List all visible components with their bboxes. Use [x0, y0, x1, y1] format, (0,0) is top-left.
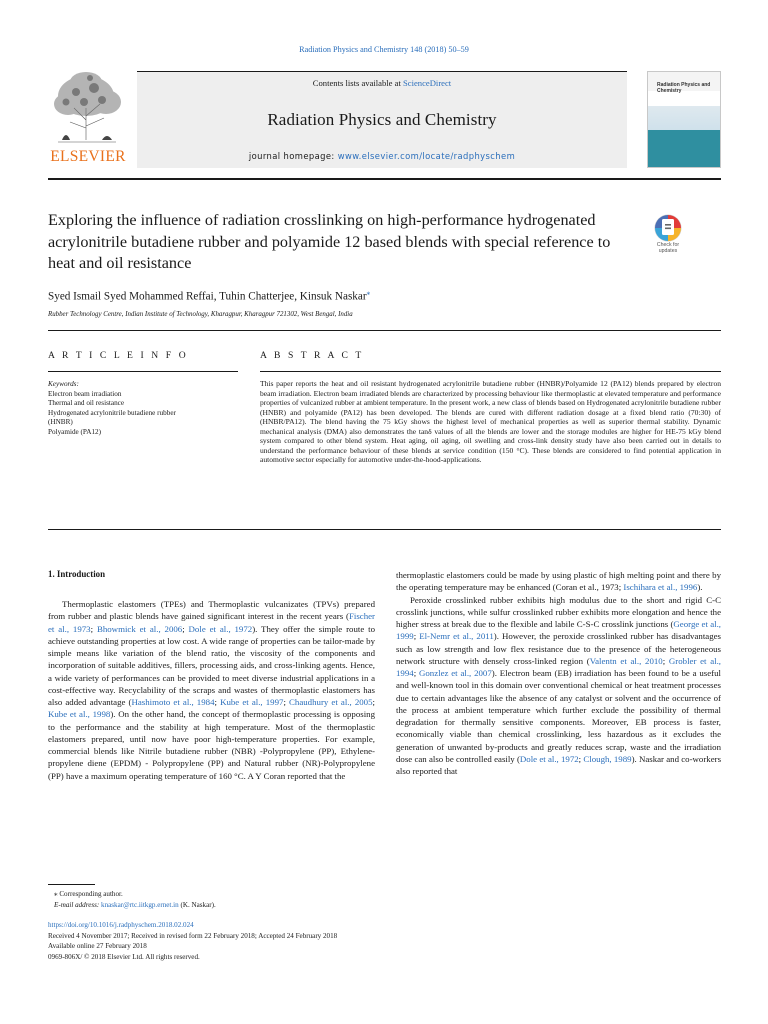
- contents-prefix: Contents lists available at: [312, 78, 403, 88]
- abstract-heading: A B S T R A C T: [260, 350, 364, 361]
- paragraph-text: ;: [90, 623, 97, 634]
- paragraph-text: ). However, the peroxide crosslinked rubber has disadvantages such as low strength and low flex resistance due to the presence of the heterogeneous network structure with densely cross-linked region (: [396, 631, 721, 666]
- keyword-item: Hydrogenated acrylonitrile butadiene rubber: [48, 408, 176, 417]
- keyword-item: Electron beam irradiation: [48, 389, 122, 398]
- introduction-left-column: [48, 598, 375, 782]
- sciencedirect-link[interactable]: ScienceDirect: [403, 78, 452, 88]
- corresponding-author-mark[interactable]: ⁎: [366, 289, 371, 297]
- keyword-item: Polyamide (PA12): [48, 427, 102, 436]
- article-info-rule: [48, 371, 238, 372]
- author-list: [48, 289, 668, 303]
- citation-link[interactable]: Dole et al., 1972: [519, 753, 579, 764]
- affiliation: Rubber Technology Centre, Indian Institute of Technology, Kharagpur, Kharagpur 721302, West Bengal, India: [48, 311, 353, 318]
- keyword-item: (HNBR): [48, 418, 73, 427]
- authors-text: Syed Ismail Syed Mohammed Reffai, Tuhin Chatterjee, Kinsuk Naskar: [48, 290, 367, 303]
- paragraph-text: ). They offer the simple route to achieve outstanding properties at low cost. A wide range of properties can be tailor-made by simple means like variation of the blend ratio, the viscosity of the components and incorporation of suitable additives, fillers, processing aids, and cross-linking agents. Hence, a wide variety of performances can be provided to meet diverse industrial applications in a cost-effective way. Recyclability of the scraps and wastes of thermoplastic elastomers has also added advantage (: [48, 623, 376, 707]
- cover-footer-band: [648, 130, 720, 167]
- author-email-link[interactable]: knaskar@rtc.iitkgp.ernet.in: [101, 900, 179, 909]
- footnote-rule: [48, 884, 95, 885]
- journal-homepage: [137, 151, 627, 161]
- email-line: [48, 900, 448, 911]
- paragraph-text: ). On the other hand, the concept of thermoplastic processing is opposing to the performance and the stability at high temperature. Most of the thermoplastic elastomers prepared, until now have poor high-temperature properties. For example, commercial blends like Nitrile butadiene rubber (NBR) -Polypropylene (PP), Ethylene-propylene diene (EPDM) - Polypropylene (PP) and Natural rubber (NR)-Polypropylene (PP) have a maximum operating temperature of 160 °C. A Y Coran reported that the: [48, 709, 375, 781]
- intro-paragraph: [396, 594, 721, 778]
- citation-link[interactable]: Bhowmick et al., 2006: [96, 623, 183, 634]
- abstract-bottom-rule: [48, 529, 721, 530]
- contents-line: [137, 78, 627, 88]
- paragraph-text: ;: [662, 655, 669, 666]
- introduction-right-column: [396, 569, 721, 777]
- introduction-heading: 1. Introduction: [48, 569, 106, 579]
- citation-link[interactable]: El-Nemr et al., 2011: [419, 631, 494, 642]
- abstract-rule: [260, 371, 721, 372]
- paragraph-text: Thermoplastic elastomers (TPEs) and Thermoplastic vulcanizates (TPVs) prepared from rubber and plastic blends have gained significant interest in the recent years (: [48, 599, 375, 622]
- doi-link[interactable]: https://doi.org/10.1016/j.radphyschem.2018.02.024: [48, 921, 194, 929]
- paragraph-text: ). Naskar and co-workers also reported that: [396, 753, 722, 776]
- abstract-text: This paper reports the heat and oil resistant hydrogenated acrylonitrile butadiene rubber (HNBR)/Polyamide 12 (PA12) blends prepared by electron beam irradiation. Electron beam irradiated blends are characterized by processing behaviour like thermoplastic at elevated temperature and performance properties of vulcanized rubber at ambient temperature. In the present work, a new class of blends based on Hydrogenated acrylonitrile butadiene rubber (HNBR) and polyamide (PA12) has been developed. The blends are cured with different radiation dosage at a fixed blend ratio (70:30) of (HNBR/PA12). The blend having the 75 kGy shows the highest level of mechanical properties as well as superior thermal stability. Dynamic mechanical analysis (DMA) also demonstrates the tanδ values of all the blends are lower and the storage modules are higher for HE-75 kGy blend system compared to other blend system. Heat aging, oil aging, oil swelling and cross-link density study have also been carried out in details to understand the performance behaviour of these blends at service condition (150 °C). These blends are considered to find potential application in automotive sector especially for automotive under-the-hood-applications.: [260, 379, 721, 465]
- keyword-item: Thermal and oil resistance: [48, 399, 125, 408]
- citation-link[interactable]: Dole et al., 1972: [188, 623, 253, 634]
- paragraph-text: ).: [697, 582, 703, 593]
- received-dates: Received 4 November 2017; Received in revised form 22 February 2018; Accepted 24 February 2018: [48, 931, 338, 940]
- publication-info: [48, 920, 548, 962]
- paragraph-text: ;: [413, 668, 419, 678]
- journal-cover-thumbnail[interactable]: [647, 71, 721, 168]
- crossmark-label: Check for updates: [656, 242, 680, 254]
- keywords-block: [48, 380, 238, 438]
- email-label: E-mail address:: [54, 900, 102, 909]
- footnotes: [48, 889, 448, 910]
- paragraph-text: ;: [372, 697, 375, 707]
- citation-link[interactable]: Chaudhury et al., 2005: [289, 697, 373, 707]
- article-info-heading: A R T I C L E I N F O: [48, 350, 189, 361]
- paragraph-text: thermoplastic elastomers could be made by using plastic of high melting point and there by the operating temperature may be enhanced (Coran et al., 1973;: [396, 570, 721, 593]
- paragraph-text: ;: [182, 623, 189, 634]
- email-suffix: (K. Naskar).: [178, 900, 216, 909]
- citation-link[interactable]: Hashimoto et al., 1984: [131, 697, 215, 707]
- citation-link[interactable]: George et al., 1999: [396, 619, 721, 642]
- journal-reference[interactable]: Radiation Physics and Chemistry 148 (2018) 50–59: [299, 45, 469, 54]
- keywords-label: Keywords:: [48, 380, 79, 388]
- article-title: Exploring the influence of radiation crosslinking on high-performance hydrogenated acrylonitrile butadiene rubber and polyamide 12 based blends with special reference to heat and oil resistance: [48, 211, 611, 273]
- citation-link[interactable]: Clough, 1989: [583, 753, 632, 764]
- citation-link[interactable]: Kube et al., 1997: [220, 697, 284, 707]
- check-for-updates-badge[interactable]: [648, 211, 688, 261]
- intro-paragraph: [48, 598, 375, 782]
- citation-link[interactable]: Grobler et al., 1994: [396, 655, 721, 678]
- paragraph-text: ;: [578, 753, 584, 764]
- online-date: Available online 27 February 2018: [48, 942, 147, 951]
- citation-link[interactable]: Ischihara et al., 1996: [623, 582, 698, 593]
- citation-link[interactable]: Valentn et al., 2010: [589, 655, 663, 666]
- homepage-prefix: journal homepage:: [248, 151, 338, 161]
- homepage-link[interactable]: www.elsevier.com/locate/radphyschem: [337, 151, 516, 161]
- copyright: 0969-806X/ © 2018 Elsevier Ltd. All rights reserved.: [48, 952, 200, 961]
- header-rule: [48, 178, 721, 180]
- paragraph-text: ). Electron beam (EB) irradiation has been found to be a useful and well-known tool in this domain over conventional chemical or heat treatment processes due to certain advantages like the absence of any catalyst or solvent and the occurrence of the process at ambient temperature which further exclude the possibility of thermal degradation for thermally sensitive components. Moreover, EB process is faster, economically viable than chemical crosslinking, less hazardous as it excludes the generation of unwanted by-products and greatly reduces scrap, waste and the irradiation dose can also be controlled easily (: [396, 668, 721, 764]
- paragraph-text: ;: [214, 697, 221, 707]
- citation-link[interactable]: Fischer et al., 1973: [48, 611, 375, 634]
- corresponding-author-note: ⁎ Corresponding author.: [54, 890, 123, 898]
- citation-link[interactable]: Gonzlez et al., 2007: [418, 668, 492, 678]
- title-block-rule: [48, 330, 721, 331]
- paragraph-text: ;: [283, 697, 290, 707]
- journal-title: Radiation Physics and Chemistry: [267, 110, 497, 129]
- cover-title: Radiation Physics and Chemistry: [657, 82, 711, 94]
- citation-link[interactable]: Kube et al., 1998: [48, 709, 111, 720]
- paragraph-text: ;: [413, 631, 420, 642]
- intro-paragraph-continued: [396, 569, 721, 594]
- paragraph-text: Peroxide crosslinked rubber exhibits high modulus due to the short and rigid C-C crosslink junctions, while sulfur crosslinked rubber exhibits more elongation and hence the higher stress at break due to the flexible and labile C-S-C crosslink junctions (: [396, 594, 721, 629]
- elsevier-wordmark: ELSEVIER: [50, 148, 126, 165]
